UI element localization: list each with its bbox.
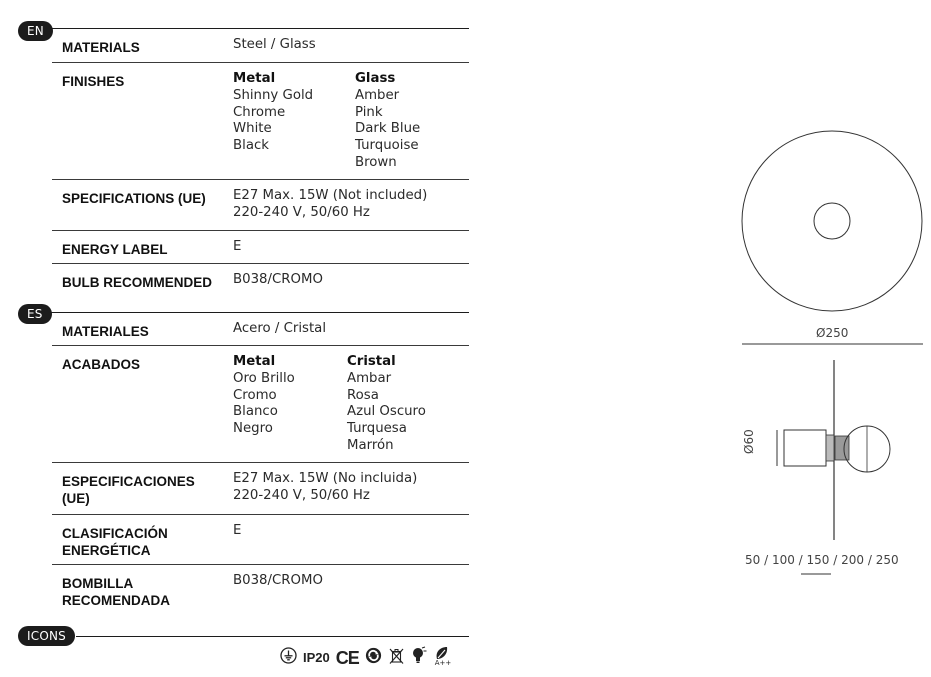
spec-row-bulb xyxy=(52,264,469,304)
spec-value: E27 Max. 15W (No incluida) xyxy=(233,471,418,486)
finish-item: Oro Brillo xyxy=(233,370,295,386)
finish-item: Azul Oscuro xyxy=(347,404,426,420)
size-option[interactable]: 250 xyxy=(875,553,899,567)
diameter-label: Ø250 xyxy=(816,326,849,340)
finish-item: Negro xyxy=(233,421,273,437)
lamp-socket xyxy=(835,436,849,460)
spec-table-en xyxy=(52,29,469,304)
size-option[interactable]: 100 xyxy=(771,553,795,567)
column-head: Glass xyxy=(355,71,396,86)
finish-item: Brown xyxy=(355,154,397,170)
spec-label: ACABADOS xyxy=(62,357,141,372)
bulb-icon xyxy=(411,646,427,670)
size-option-selected[interactable]: 150 xyxy=(806,553,830,567)
finish-item: Turquesa xyxy=(347,421,407,437)
spec-value: E27 Max. 15W (Not included) xyxy=(233,188,428,203)
finish-item: Pink xyxy=(355,104,383,120)
finish-item: Black xyxy=(233,138,269,154)
size-options xyxy=(745,553,899,567)
spec-label: SPECIFICATIONS (UE) xyxy=(62,191,206,206)
finish-item: White xyxy=(233,121,272,137)
column-head: Metal xyxy=(233,71,276,86)
front-view xyxy=(742,131,923,344)
recycle-icon xyxy=(365,647,382,669)
size-separator: / xyxy=(829,553,842,567)
weee-bin-icon xyxy=(388,647,405,670)
spec-value: Acero / Cristal xyxy=(233,321,327,336)
spec-label: ESPECIFICACIONES (UE) xyxy=(62,474,195,506)
spec-row-bombilla xyxy=(52,565,469,617)
spec-row-clasificacion xyxy=(52,515,469,565)
spec-value: 220-240 V, 50/60 Hz xyxy=(233,487,370,503)
spec-label: MATERIALES xyxy=(62,324,149,339)
size-option[interactable]: 200 xyxy=(841,553,865,567)
spec-row-energy-label xyxy=(52,231,469,264)
finish-item: Rosa xyxy=(347,387,379,403)
spec-row-finishes xyxy=(52,63,469,180)
energy-class-label: A++ xyxy=(434,659,452,667)
ip20-icon: IP20 xyxy=(303,650,330,665)
spec-value: B038/CROMO xyxy=(233,573,323,588)
spec-label: BULB RECOMMENDED xyxy=(62,275,212,290)
spec-value: B038/CROMO xyxy=(233,272,323,287)
certification-icons xyxy=(280,646,451,670)
finish-column-glass xyxy=(355,71,420,172)
finish-item: Chrome xyxy=(233,104,286,120)
finish-item: Dark Blue xyxy=(355,121,421,137)
spec-value: 220-240 V, 50/60 Hz xyxy=(233,204,370,220)
spec-label: MATERIALS xyxy=(62,40,140,55)
column-head: Metal xyxy=(233,354,276,369)
section-pill-icons: ICONS xyxy=(18,626,75,646)
spec-value: Steel / Glass xyxy=(233,37,316,52)
spec-label: CLASIFICACIÓN ENERGÉTICA xyxy=(62,526,168,558)
finish-item: Blanco xyxy=(233,404,278,420)
section-rule-icons xyxy=(76,636,469,637)
size-separator: / xyxy=(760,553,772,567)
section-pill-es: ES xyxy=(18,304,52,324)
finish-column-cristal xyxy=(347,354,426,455)
spec-table-es xyxy=(52,313,469,617)
spec-row-specifications xyxy=(52,180,469,231)
finish-item: Cromo xyxy=(233,387,277,403)
ce-mark-icon: CE xyxy=(335,648,359,668)
spec-label: ENERGY LABEL xyxy=(62,242,168,257)
size-separator: / xyxy=(794,553,807,567)
spec-row-materials xyxy=(52,29,469,63)
spec-label: FINISHES xyxy=(62,74,125,89)
mount-circle xyxy=(814,203,850,239)
spec-row-materiales xyxy=(52,313,469,346)
energy-leaf-icon xyxy=(433,647,451,669)
depth-label: Ø60 xyxy=(742,429,756,454)
section-pill-en: EN xyxy=(18,21,53,41)
finish-item: Shinny Gold xyxy=(233,87,314,103)
size-option[interactable]: 50 xyxy=(745,553,761,567)
spec-label: BOMBILLA RECOMENDADA xyxy=(62,576,170,608)
finish-column-metal xyxy=(233,71,355,155)
finish-item: Amber xyxy=(355,87,400,103)
finish-item: Marrón xyxy=(347,437,394,453)
finish-item: Ambar xyxy=(347,370,392,386)
finish-column-metal xyxy=(233,354,347,438)
spec-row-acabados xyxy=(52,346,469,463)
earth-ground-icon xyxy=(280,647,297,669)
spec-value: E xyxy=(233,239,242,254)
side-view xyxy=(777,360,890,540)
disc-outline xyxy=(742,131,922,311)
spec-row-especificaciones xyxy=(52,463,469,515)
socket-ring xyxy=(826,435,834,461)
column-head: Cristal xyxy=(347,354,396,369)
wall-mount xyxy=(784,430,826,466)
size-separator: / xyxy=(864,553,876,567)
finish-item: Turquoise xyxy=(355,138,419,154)
spec-value: E xyxy=(233,523,242,538)
